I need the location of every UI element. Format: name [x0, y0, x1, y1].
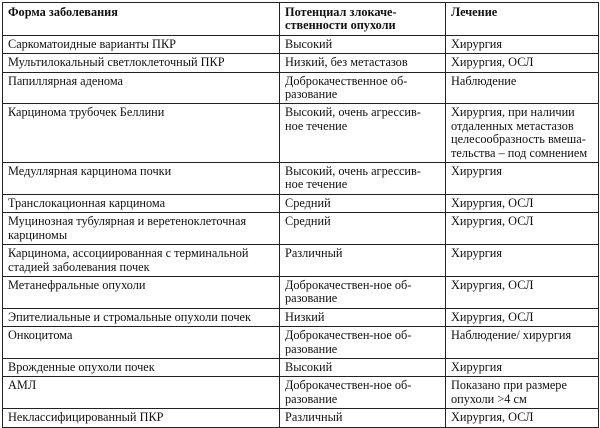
cell-treatment: Хирургия, ОСЛ: [446, 409, 599, 427]
table-row: [3, 35, 599, 53]
table-header: [3, 3, 599, 36]
cell-treatment: Хирургия, ОСЛ: [446, 276, 599, 308]
cell-treatment: Хирургия, ОСЛ: [446, 308, 599, 326]
cell-disease-form: Неклассифицированный ПКР: [3, 409, 280, 427]
header-treatment: Лечение: [446, 3, 599, 36]
table-row: [3, 163, 599, 195]
cell-treatment: Хирургия: [446, 35, 599, 53]
cell-malignancy-potential: Низкий, без метастазов: [280, 54, 446, 72]
table-row: [3, 245, 599, 277]
cell-treatment: Хирургия, ОСЛ: [446, 194, 599, 212]
cell-disease-form: АМЛ: [3, 377, 280, 409]
cell-malignancy-potential: Доброкачествен-ное об- разование: [280, 276, 446, 308]
table-row: [3, 104, 599, 163]
table-row: [3, 377, 599, 409]
cell-treatment: Хирургия: [446, 358, 599, 376]
cell-disease-form: Муцинозная тубулярная и веретеноклеточная карциномы: [3, 213, 280, 245]
cell-treatment: Хирургия: [446, 245, 599, 277]
table-row: [3, 358, 599, 376]
cell-disease-form: Транслокационная карцинома: [3, 194, 280, 212]
cell-malignancy-potential: Средний: [280, 194, 446, 212]
cell-malignancy-potential: Средний: [280, 213, 446, 245]
cell-disease-form: Мультилокальный светлоклеточный ПКР: [3, 54, 280, 72]
cell-disease-form: Онкоцитома: [3, 327, 280, 359]
table-row: [3, 72, 599, 104]
cell-malignancy-potential: Доброкачествен-ное об- разование: [280, 377, 446, 409]
table-row: [3, 327, 599, 359]
cell-treatment: Показано при размере опухоли >4 см: [446, 377, 599, 409]
cell-malignancy-potential: Доброкачественное об- разование: [280, 72, 446, 104]
table-row: [3, 276, 599, 308]
header-disease-form: Форма заболевания: [3, 3, 280, 36]
table-row: [3, 213, 599, 245]
cell-treatment: Хирургия, ОСЛ: [446, 54, 599, 72]
cell-treatment: Хирургия, при наличии отдаленных метастазов целесообразность вмеша- тельства – под сомнением: [446, 104, 599, 163]
header-row: [3, 3, 599, 36]
cell-disease-form: Карцинома, ассоциированная с терминальной стадией заболевания почек: [3, 245, 280, 277]
cell-disease-form: Карцинома трубочек Беллини: [3, 104, 280, 163]
cell-malignancy-potential: Высокий: [280, 358, 446, 376]
cell-disease-form: Врожденные опухоли почек: [3, 358, 280, 376]
cell-malignancy-potential: Низкий: [280, 308, 446, 326]
cell-malignancy-potential: Высокий: [280, 35, 446, 53]
cell-treatment: Наблюдение/ хирургия: [446, 327, 599, 359]
renal-tumor-table: [2, 2, 599, 428]
cell-disease-form: Саркоматоидные варианты ПКР: [3, 35, 280, 53]
table-row: [3, 54, 599, 72]
cell-disease-form: Метанефральные опухоли: [3, 276, 280, 308]
cell-malignancy-potential: Высокий, очень агрессив- ное течение: [280, 104, 446, 163]
cell-treatment: Хирургия: [446, 163, 599, 195]
cell-treatment: Хирургия, ОСЛ: [446, 213, 599, 245]
cell-disease-form: Эпителиальные и стромальные опухоли почек: [3, 308, 280, 326]
table-row: [3, 308, 599, 326]
cell-malignancy-potential: Доброкачествен-ное об- разование: [280, 327, 446, 359]
cell-disease-form: Папиллярная аденома: [3, 72, 280, 104]
table-row: [3, 409, 599, 427]
cell-disease-form: Медуллярная карцинома почки: [3, 163, 280, 195]
cell-malignancy-potential: Различный: [280, 409, 446, 427]
cell-malignancy-potential: Различный: [280, 245, 446, 277]
table-body: [3, 35, 599, 427]
cell-malignancy-potential: Высокий, очень агрессив- ное течение: [280, 163, 446, 195]
table-row: [3, 194, 599, 212]
header-malignancy-potential: Потенциал злокаче- ственности опухоли: [280, 3, 446, 36]
cell-treatment: Наблюдение: [446, 72, 599, 104]
